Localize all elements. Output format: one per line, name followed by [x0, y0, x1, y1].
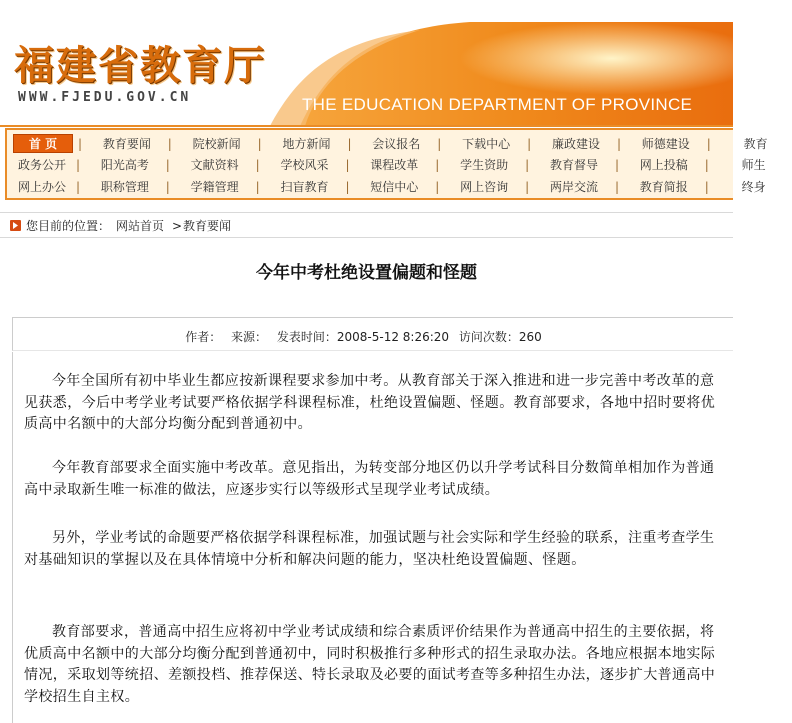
nav-item-teacher-ethics[interactable]: 师德建设	[641, 137, 690, 151]
main-navigation	[5, 128, 768, 200]
nav-row-1: 首 页 | 教育要闻 | 院校新闻 | 地方新闻 | 会议报名 | 下载中心 | 廉政建设 | 师德建设 | 教育	[13, 134, 792, 154]
nav-item-school-news[interactable]: 院校新闻	[192, 137, 241, 151]
article-meta	[0, 328, 733, 345]
site-title: 福建省教育厅	[14, 42, 266, 89]
nav-item-gov-affairs[interactable]: 政务公开	[17, 158, 66, 172]
nav-item-bulletin[interactable]: 教育简报	[639, 180, 688, 194]
nav-item-download-center[interactable]: 下载中心	[462, 137, 511, 151]
nav-item-integrity[interactable]: 廉政建设	[551, 137, 600, 151]
breadcrumb	[0, 212, 733, 238]
nav-item-title-management[interactable]: 职称管理	[100, 180, 149, 194]
article-view-count: 访问次数：260	[458, 330, 542, 344]
nav-item-documents[interactable]: 文献资料	[190, 158, 239, 172]
nav-item-education-news[interactable]: 教育要闻	[102, 137, 151, 151]
article-paragraph: 教育部要求，普通高中招生应将初中学业考试成绩和综合素质评价结果作为普通高中招生的主要依据，将优质高中名额中的大部分均衡分配到普通初中，同时积极推行多种形式的招生录取办法。各地应根据本地实际情况，采取划等统招、差额投档、推荐保送、特长录取及必要的面试考查等多种招生办法，逐步扩大普通高中学校招生自主权。	[24, 624, 716, 705]
breadcrumb-home-link[interactable]: 网站首页	[116, 219, 165, 233]
article-title: 今年中考杜绝设置偏题和怪题	[256, 263, 477, 283]
article-paragraph: 另外，学业考试的命题要严格依据学科课程标准，加强试题与社会实际和学生经验的联系，注重考查学生对基础知识的掌握以及在具体情境中分析和解决问题的能力，坚决杜绝设置偏题、怪题。	[24, 530, 715, 568]
breadcrumb-separator: >	[172, 219, 183, 233]
department-english-name: THE EDUCATION DEPARTMENT OF PROVINCE	[302, 95, 693, 114]
nav-item-local-news[interactable]: 地方新闻	[282, 137, 331, 151]
article-paragraph: 今年全国所有初中毕业生都应按新课程要求参加中考。从教育部关于深入推进和进一步完善中考改革的意见获悉，今后中考学业考试要严格依据学科课程标准，杜绝设置偏题、怪题。教育部要求，各地中招时要将优质高中名额中的大部分均衡分配到普通初中。	[24, 373, 716, 432]
article-publish-time: 发表时间：2008-5-12 8:26:20	[276, 330, 450, 344]
nav-item-sms-center[interactable]: 短信中心	[370, 180, 419, 194]
nav-row-2: 政务公开 | 阳光高考 | 文献资料 | 学校风采 | 课程改革 | 学生资助 | 教育督导 | 网上投稿 | 师生	[13, 156, 790, 176]
nav-item-teachers-more[interactable]: 师生	[741, 158, 766, 172]
nav-item-supervision[interactable]: 教育督导	[549, 158, 598, 172]
nav-item-sunshine-exam[interactable]: 阳光高考	[100, 158, 149, 172]
nav-item-submit[interactable]: 网上投稿	[639, 158, 688, 172]
nav-item-online-consult[interactable]: 网上咨询	[460, 180, 509, 194]
nav-item-education-more[interactable]: 教育	[743, 137, 768, 151]
breadcrumb-current-link[interactable]: 教育要闻	[183, 219, 232, 233]
nav-item-enrollment-management[interactable]: 学籍管理	[190, 180, 239, 194]
nav-item-meeting-signup[interactable]: 会议报名	[372, 137, 421, 151]
nav-item-literacy[interactable]: 扫盲教育	[280, 180, 329, 194]
article-source: 来源：	[231, 330, 268, 344]
nav-item-home[interactable]: 首 页	[13, 134, 73, 153]
site-header	[0, 0, 733, 126]
site-url: WWW.FJEDU.GOV.CN	[18, 90, 192, 105]
nav-row-3: 网上办公 | 职称管理 | 学籍管理 | 扫盲教育 | 短信中心 | 网上咨询 | 两岸交流 | 教育简报 | 终身	[13, 178, 790, 198]
nav-item-student-aid[interactable]: 学生资助	[460, 158, 509, 172]
article-paragraph: 今年教育部要求全面实施中考改革。意见指出，为转变部分地区仍以升学考试科目分数简单相加作为普通高中录取新生唯一标准的做法，应逐步实行以等级形式呈现学业考试成绩。	[24, 460, 715, 498]
nav-item-school-style[interactable]: 学校风采	[280, 158, 329, 172]
nav-item-curriculum-reform[interactable]: 课程改革	[370, 158, 419, 172]
nav-item-cross-strait[interactable]: 两岸交流	[549, 180, 598, 194]
article-author: 作者：	[185, 330, 222, 344]
nav-item-online-office[interactable]: 网上办公	[17, 180, 66, 194]
nav-item-lifelong-more[interactable]: 终身	[741, 180, 766, 194]
arrow-right-icon	[10, 220, 21, 231]
breadcrumb-label: 您目前的位置：	[26, 219, 111, 233]
